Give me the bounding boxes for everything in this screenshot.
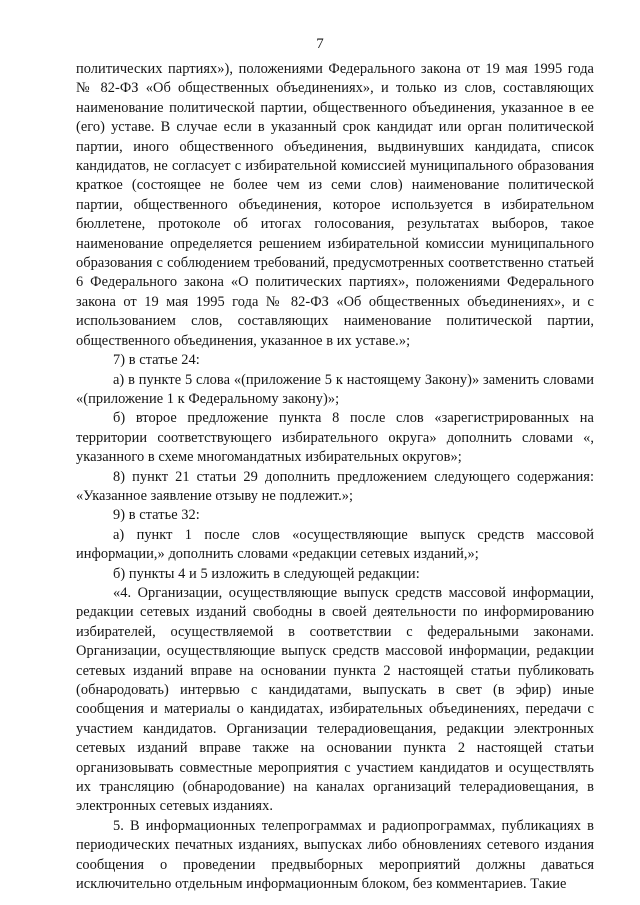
paragraph-item-8: 8) пункт 21 статьи 29 дополнить предложением следующего содержания: «Указанное заявление отзыву не подлежит.»;	[76, 468, 594, 504]
paragraph-point-5: 5. В информационных телепрограммах и радиопрограммах, публикациях в периодических печатных изданиях, выпусках либо обновлениях сетевого издания сообщения о проведении предвыборных мероприятий должны даваться исключительно отдельным информационным блоком, без комментариев. Такие	[76, 817, 594, 893]
paragraph-item-7: 7) в статье 24:	[113, 352, 200, 369]
paragraph-party-name-continuation: политических партиях»), положениями Федерального закона от 19 мая 1995 года № 82-ФЗ «Об общественных объединениях», и только из слов, составляющих наименование политической партии, общественного объединения, указанное в ее (его) уставе. В случае если в указанный срок кандидат или орган политической партии, иного общественного объединения, выдвинувших кандидата, список кандидатов, не согласует с избирательной комиссией муниципального образования краткое (состоящее не более чем из семи слов) наименование политической партии, общественного объединения, которое используется в избирательном бюллетене, протоколе об итогах голосования, результатах выборов, такое наименование определяется решением избирательной комиссии муниципального образования с соблюдением требований, предусмотренных соответственно статьей 6 Федерального закона «О политических партиях», положениями Федерального закона от 19 мая 1995 года № 82-ФЗ «Об общественных объединениях», и с использованием слов, составляющих наименование политической партии, общественного объединения, указанное в их уставе.»;	[76, 61, 594, 349]
page-number: 7	[316, 36, 324, 52]
document-body	[76, 60, 594, 894]
paragraph-item-9b: б) пункты 4 и 5 изложить в следующей редакции:	[113, 565, 420, 582]
paragraph-item-9: 9) в статье 32:	[113, 507, 200, 524]
paragraph-item-7a: а) в пункте 5 слова «(приложение 5 к настоящему Закону)» заменить словами «(приложение 1 к Федеральному закону)»;	[76, 371, 594, 407]
paragraph-point-4: «4. Организации, осуществляющие выпуск средств массовой информации, редакции сетевых изданий свободны в своей деятельности по информированию избирателей, осуществляемой в соответствии с федеральными законами. Организации, осуществляющие выпуск средств массовой информации, редакции сетевых изданий вправе на основании пункта 2 настоящей статьи публиковать (обнародовать) интервью с кандидатами, выпускать в свет (в эфир) иные сообщения и материалы о кандидатах, избирательных объединениях, передачи с участием кандидатов. Организации телерадиовещания, редакции электронных сетевых изданий вправе также на основании пункта 2 настоящей статьи организовывать совместные мероприятия с участием кандидатов и осуществлять их трансляцию (обнародование) на каналах организаций телерадиовещания, в электронных сетевых изданиях.	[76, 584, 594, 815]
paragraph-item-9a: а) пункт 1 после слов «осуществляющие выпуск средств массовой информации,» дополнить словами «редакции сетевых изданий,»;	[76, 526, 594, 563]
paragraph-item-7b: б) второе предложение пункта 8 после слов «зарегистрированных на территории соответствующего избирательного округа» дополнить словами «, указанного в схеме многомандатных избирательных округов»;	[76, 410, 594, 466]
